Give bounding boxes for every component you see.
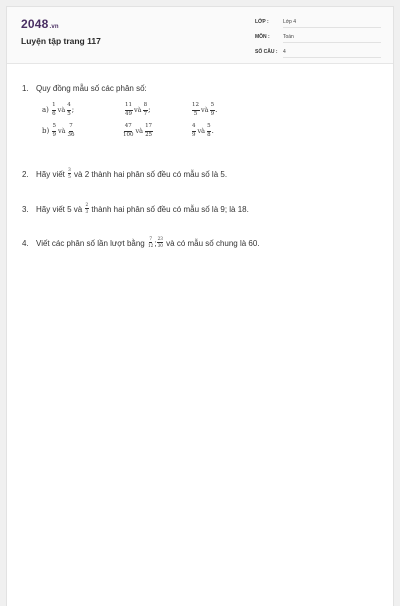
exercise-a2: $\frac{11}{49}$ và $\frac{8}{7}$ ; [125, 102, 151, 117]
fraction: $\frac{5}{8}$ [207, 123, 211, 138]
question-number: 4. [22, 238, 29, 248]
exercise-a1: a) $\frac{1}{6}$ và $\frac{4}{5}$ ; [42, 102, 75, 117]
conjunction: và [197, 127, 206, 135]
fraction: $\frac{7}{12}$ [147, 236, 154, 249]
worksheet-header [7, 7, 393, 64]
meta-value-class: Lớp 4 [283, 19, 381, 28]
logo-main: 2048 [21, 17, 49, 31]
exercise-b2 [122, 124, 153, 138]
conjunction: và [57, 106, 66, 114]
question-1 [22, 84, 147, 93]
row-label-b: b) [42, 127, 50, 135]
row-label-a: a) [42, 106, 49, 114]
conjunction: và [135, 127, 144, 135]
exercise-b3: $\frac{4}{9}$ và $\frac{5}{8}$ . [192, 123, 214, 138]
conjunction: và [57, 127, 66, 135]
question-number: 1. [22, 84, 29, 93]
fraction: $\frac{3}{5}$ [68, 167, 71, 180]
fraction: $\frac{12}{5}$ [192, 102, 199, 117]
meta-value-subject: Toán [283, 34, 381, 43]
fraction: $\frac{5}{9}$ [210, 102, 215, 117]
fraction: $\frac{2}{3}$ [85, 202, 89, 215]
fraction: $\frac{5}{9}$ [52, 123, 56, 138]
question-3: 3. Hãy viết 5 và $\frac{2}{3}$ thành hai phân số đều có mẫu số là 9; là 18. [22, 202, 249, 215]
conjunction: và [134, 106, 142, 114]
fraction: $\frac{8}{7}$ [143, 102, 148, 117]
fraction: $\frac{11}{49}$ [125, 102, 132, 117]
fraction: $\frac{47}{100}$ [123, 123, 134, 138]
logo[interactable] [21, 17, 59, 31]
fraction: $\frac{23}{30}$ [157, 236, 163, 249]
question-4: 4. Viết các phân số lần lượt bằng $\frac{7}{12}$ ; $\frac{23}{30}$ và có mẫu số chung là 60. [22, 236, 260, 249]
fraction: $\frac{17}{25}$ [145, 123, 153, 138]
question-2: 2. Hãy viết $\frac{3}{5}$ và 2 thành hai phân số đều có mẫu số là 5. [22, 167, 228, 180]
worksheet [6, 6, 394, 606]
exercise-a3: $\frac{12}{5}$ và $\frac{5}{9}$ . [192, 102, 218, 117]
question-number: 3. [22, 204, 29, 214]
question-number: 2. [22, 169, 29, 179]
page-title: Luyện tập trang 117 [21, 36, 101, 46]
exercise-b1 [42, 124, 76, 138]
meta-value-count: 4 [283, 49, 381, 58]
meta-label-class: LỚP : [255, 19, 269, 25]
fraction: $\frac{4}{5}$ [67, 102, 71, 117]
meta-label-subject: MÔN : [255, 34, 270, 40]
logo-suffix: .vn [49, 24, 59, 30]
question-text: Quy đồng mẫu số các phân số: [36, 84, 147, 93]
fraction: $\frac{4}{9}$ [192, 123, 196, 138]
fraction: $\frac{7}{36}$ [67, 123, 75, 138]
fraction: $\frac{1}{6}$ [52, 102, 56, 117]
conjunction: và [201, 106, 209, 114]
meta-label-count: SỐ CÂU : [255, 49, 278, 55]
